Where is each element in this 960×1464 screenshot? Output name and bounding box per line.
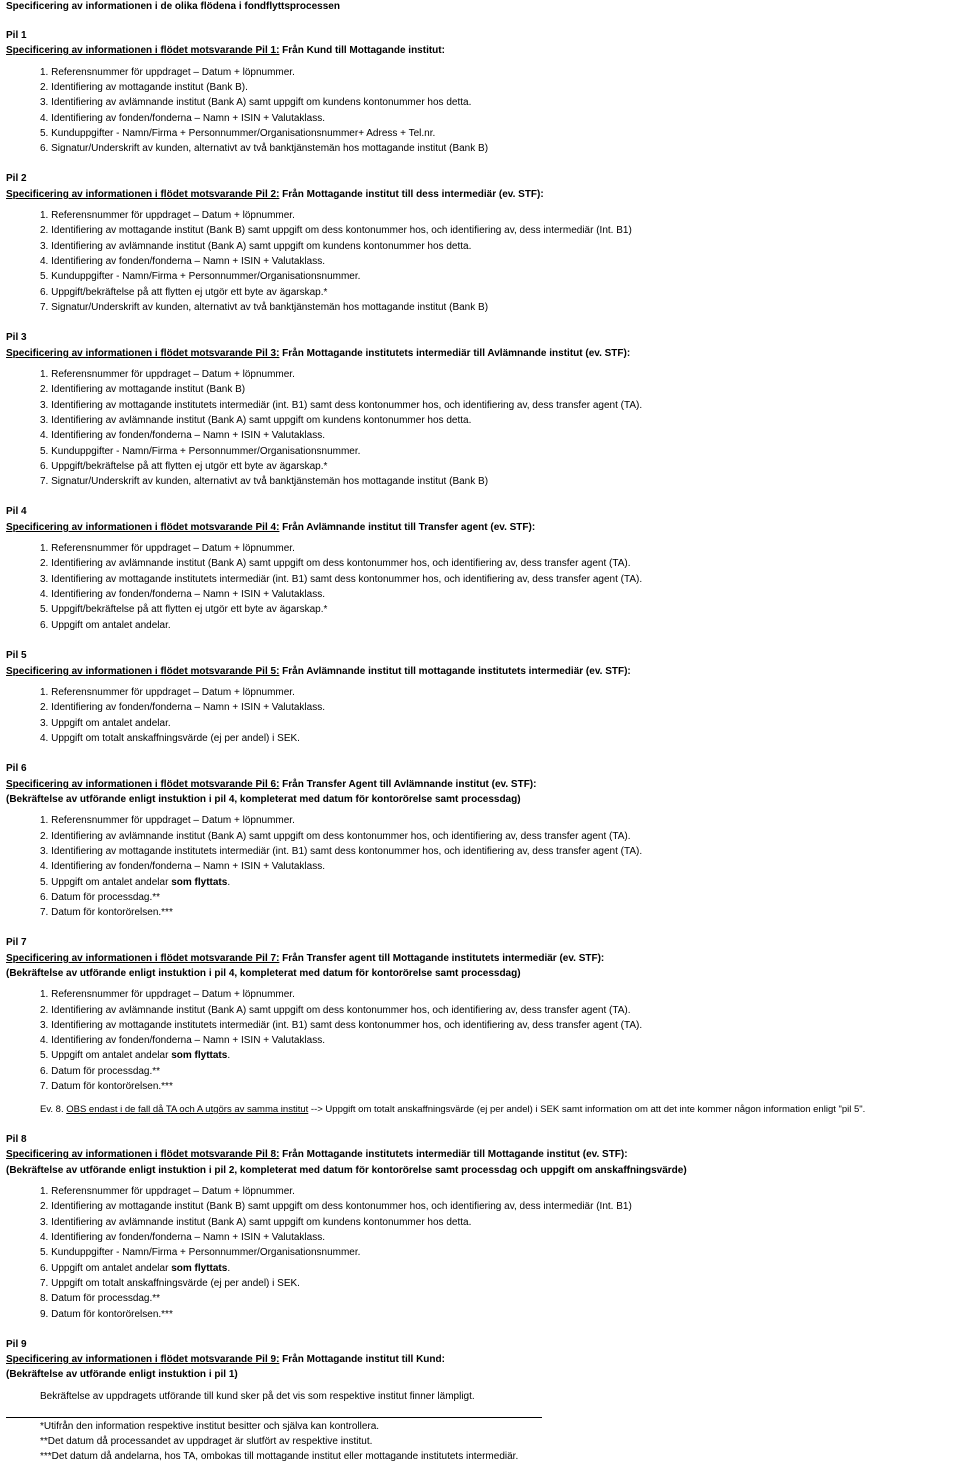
item-emphasis: som flyttats [171,877,228,888]
list-item: 7. Uppgift om totalt anskaffningsvärde (ej per andel) i SEK. [40,1278,300,1289]
list-item: 3. Identifiering av mottagande institutets intermediär (int. B1) samt dess kontonummer hos, och identifiering av, dess transfer agent (TA). [40,574,643,585]
section-heading-underlined: Specificering av informationen i flödet motsvarande Pil 5: [6,666,280,677]
list-item [40,1050,230,1062]
section-heading-rest: Från Avlämnande institut till mottagande institutets intermediär (ev. STF): [279,666,631,677]
list-item: 5. Kunduppgifter - Namn/Firma + Personnummer/Organisationsnummer. [40,446,361,457]
list-item: 6. Datum för processdag.** [40,892,161,903]
list-item: 4. Identifiering av fonden/fonderna – Namn + ISIN + Valutaklass. [40,1232,325,1243]
note-text: --> Uppgift om totalt anskaffningsvärde (ej per andel) i SEK samt information om att det inte kommer någon information enligt "pil 5". [308,1104,866,1115]
item-text: 5. Uppgift om antalet andelar [40,877,172,888]
section-heading-pil-5 [6,666,631,678]
section-heading-underlined: Specificering av informationen i flödet motsvarande Pil 8: [6,1149,280,1160]
section-heading-rest: Från Mottagande institut till Kund: [279,1354,445,1365]
list-item: 7. Datum för kontorörelsen.*** [40,907,173,918]
footnote: ***Det datum då andelarna, hos TA, ombokas till mottagande institut eller mottagande institutets intermediär. [40,1451,519,1462]
list-item: 3. Identifiering av avlämnande institut (Bank A) samt uppgift om kundens kontonummer hos detta. [40,1217,472,1228]
section-heading-underlined: Specificering av informationen i flödet motsvarande Pil 6: [6,779,280,790]
section-heading-rest: Från Mottagande institut till dess intermediär (ev. STF): [279,189,544,200]
list-item [40,1263,230,1275]
section-label-pil-9: Pil 9 [6,1339,27,1350]
list-item: 4. Identifiering av fonden/fonderna – Namn + ISIN + Valutaklass. [40,589,325,600]
list-item: 5. Kunduppgifter - Namn/Firma + Personnummer/Organisationsnummer. [40,271,361,282]
list-item: 4. Identifiering av fonden/fonderna – Namn + ISIN + Valutaklass. [40,1035,325,1046]
section-heading-underlined: Specificering av informationen i flödet motsvarande Pil 1: [6,45,280,56]
item-text: 6. Uppgift om antalet andelar [40,1263,172,1274]
item-text: 5. Uppgift om antalet andelar [40,1050,172,1061]
footnote: **Det datum då processandet av uppdraget är slutfört av respektive institut. [40,1436,373,1447]
note-prefix: Ev. 8. [40,1104,67,1115]
list-item: 4. Identifiering av fonden/fonderna – Namn + ISIN + Valutaklass. [40,430,325,441]
section-heading-pil-7 [6,953,604,965]
list-item: 1. Referensnummer för uppdraget – Datum + löpnummer. [40,543,295,554]
list-item: 2. Identifiering av avlämnande institut (Bank A) samt uppgift om dess kontonummer hos, och identifiering av, dess transfer agent (TA). [40,1005,631,1016]
list-item: 1. Referensnummer för uppdraget – Datum + löpnummer. [40,815,295,826]
section-heading-underlined: Specificering av informationen i flödet motsvarande Pil 2: [6,189,280,200]
list-item: 3. Identifiering av avlämnande institut (Bank A) samt uppgift om kundens kontonummer hos detta. [40,415,472,426]
list-item: 5. Kunduppgifter - Namn/Firma + Personnummer/Organisationsnummer+ Adress + Tel.nr. [40,128,436,139]
note-condition: OBS endast i de fall då TA och A utgörs av samma institut [66,1104,309,1115]
item-text: . [227,1050,231,1061]
list-item: 2. Identifiering av mottagande institut (Bank B) samt uppgift om dess kontonummer hos, och identifiering av, dess intermediär (Int. B1) [40,225,632,236]
item-emphasis: som flyttats [171,1263,228,1274]
section-heading-rest: Från Avlämnande institut till Transfer agent (ev. STF): [279,522,536,533]
list-item: 1. Referensnummer för uppdraget – Datum + löpnummer. [40,369,295,380]
section-subheading-pil-6: (Bekräftelse av utförande enligt instuktion i pil 4, kompleterat med datum för kontorörelse samt processdag) [6,794,521,805]
list-item: 2. Identifiering av fonden/fonderna – Namn + ISIN + Valutaklass. [40,702,325,713]
section-heading-pil-3 [6,348,630,360]
section-heading-rest: Från Mottagande institutets intermediär till Avlämnande institut (ev. STF): [279,348,631,359]
footnote: *Utifrån den information respektive institut besitter och själva kan kontrollera. [40,1421,380,1432]
section-heading-pil-8 [6,1149,628,1161]
list-item: 4. Uppgift om totalt anskaffningsvärde (ej per andel) i SEK. [40,733,300,744]
list-item: 3. Identifiering av avlämnande institut (Bank A) samt uppgift om kundens kontonummer hos detta. [40,97,472,108]
section-heading-pil-1 [6,45,445,57]
section-heading-underlined: Specificering av informationen i flödet motsvarande Pil 3: [6,348,280,359]
list-item: 3. Identifiering av mottagande institutets intermediär (int. B1) samt dess kontonummer hos, och identifiering av, dess transfer agent (TA). [40,1020,643,1031]
section-subheading-pil-9: (Bekräftelse av utförande enligt instuktion i pil 1) [6,1369,238,1380]
item-text: . [227,1263,231,1274]
list-item: 3. Identifiering av avlämnande institut (Bank A) samt uppgift om kundens kontonummer hos detta. [40,241,472,252]
list-item: 2. Identifiering av avlämnande institut (Bank A) samt uppgift om dess kontonummer hos, och identifiering av, dess transfer agent (TA). [40,558,631,569]
list-item: 2. Identifiering av mottagande institut (Bank B) samt uppgift om dess kontonummer hos, och identifiering av, dess intermediär (Int. B1) [40,1201,632,1212]
list-item: 6. Datum för processdag.** [40,1066,161,1077]
section-heading-rest: Från Kund till Mottagande institut: [279,45,445,56]
section-label-pil-7: Pil 7 [6,937,27,948]
section-heading-rest: Från Transfer Agent till Avlämnande institut (ev. STF): [279,779,537,790]
optional-note [40,1104,865,1116]
list-item: 6. Uppgift/bekräftelse på att flytten ej utgör ett byte av ägarskap.* [40,287,328,298]
document-title: Specificering av informationen i de olika flödena i fondflyttsprocessen [6,1,340,12]
list-item: 6. Uppgift/bekräftelse på att flytten ej utgör ett byte av ägarskap.* [40,461,328,472]
list-item: 1. Referensnummer för uppdraget – Datum + löpnummer. [40,687,295,698]
section-label-pil-1: Pil 1 [6,30,27,41]
section-heading-pil-4 [6,522,535,534]
list-item: 8. Datum för processdag.** [40,1293,161,1304]
section-label-pil-6: Pil 6 [6,763,27,774]
list-item: 3. Identifiering av mottagande institutets intermediär (int. B1) samt dess kontonummer hos, och identifiering av, dess transfer agent (TA). [40,846,643,857]
section-label-pil-2: Pil 2 [6,173,27,184]
section-label-pil-8: Pil 8 [6,1134,27,1145]
footnote-divider [6,1417,542,1418]
section-heading-underlined: Specificering av informationen i flödet motsvarande Pil 9: [6,1354,280,1365]
list-item: 6. Uppgift om antalet andelar. [40,620,171,631]
list-item: 7. Datum för kontorörelsen.*** [40,1081,173,1092]
list-item: 3. Identifiering av mottagande institutets intermediär (int. B1) samt dess kontonummer hos, och identifiering av, dess transfer agent (TA). [40,400,643,411]
list-item: 6. Signatur/Underskrift av kunden, alternativt av två banktjänstemän hos mottagande institut (Bank B) [40,143,489,154]
list-item: 4. Identifiering av fonden/fonderna – Namn + ISIN + Valutaklass. [40,256,325,267]
list-item: 1. Referensnummer för uppdraget – Datum + löpnummer. [40,1186,295,1197]
list-item: 1. Referensnummer för uppdraget – Datum + löpnummer. [40,989,295,1000]
section-label-pil-3: Pil 3 [6,332,27,343]
section-subheading-pil-7: (Bekräftelse av utförande enligt instuktion i pil 4, kompleterat med datum för kontorörelse samt processdag) [6,968,521,979]
list-item: 9. Datum för kontorörelsen.*** [40,1309,173,1320]
list-item: 1. Referensnummer för uppdraget – Datum + löpnummer. [40,210,295,221]
section-heading-rest: Från Mottagande institutets intermediär till Mottagande institut (ev. STF): [279,1149,628,1160]
item-emphasis: som flyttats [171,1050,228,1061]
section-label-pil-4: Pil 4 [6,506,27,517]
list-item: 2. Identifiering av avlämnande institut (Bank A) samt uppgift om dess kontonummer hos, och identifiering av, dess transfer agent (TA). [40,831,631,842]
list-item: 1. Referensnummer för uppdraget – Datum + löpnummer. [40,67,295,78]
section-heading-pil-9 [6,1354,445,1366]
section-subheading-pil-8: (Bekräftelse av utförande enligt instuktion i pil 2, kompleterat med datum för kontorörelse samt processdag och uppgift om anskaffningsvärde) [6,1165,687,1176]
body-text: Bekräftelse av uppdragets utförande till kund sker på det vis som respektive institut finner lämpligt. [40,1391,475,1402]
list-item: 2. Identifiering av mottagande institut (Bank B) [40,384,246,395]
section-heading-rest: Från Transfer agent till Mottagande institutets intermediär (ev. STF): [279,953,605,964]
list-item: 7. Signatur/Underskrift av kunden, alternativt av två banktjänstemän hos mottagande institut (Bank B) [40,302,489,313]
list-item: 7. Signatur/Underskrift av kunden, alternativt av två banktjänstemän hos mottagande institut (Bank B) [40,476,489,487]
list-item: 4. Identifiering av fonden/fonderna – Namn + ISIN + Valutaklass. [40,113,325,124]
list-item [40,877,230,889]
section-heading-pil-2 [6,189,544,201]
list-item: 3. Uppgift om antalet andelar. [40,718,171,729]
section-heading-underlined: Specificering av informationen i flödet motsvarande Pil 4: [6,522,280,533]
list-item: 2. Identifiering av mottagande institut (Bank B). [40,82,248,93]
list-item: 5. Uppgift/bekräftelse på att flytten ej utgör ett byte av ägarskap.* [40,604,328,615]
section-label-pil-5: Pil 5 [6,650,27,661]
section-heading-pil-6 [6,779,536,791]
section-heading-underlined: Specificering av informationen i flödet motsvarande Pil 7: [6,953,280,964]
item-text: . [227,877,231,888]
list-item: 5. Kunduppgifter - Namn/Firma + Personnummer/Organisationsnummer. [40,1247,361,1258]
list-item: 4. Identifiering av fonden/fonderna – Namn + ISIN + Valutaklass. [40,861,325,872]
